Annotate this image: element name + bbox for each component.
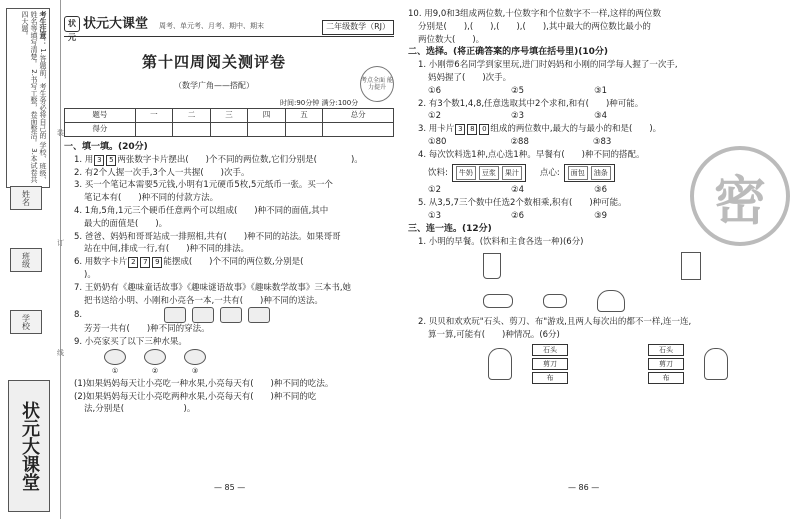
drink-milk: 牛奶 (456, 166, 476, 181)
page-header (64, 14, 394, 42)
snack-label: 点心: (539, 167, 560, 178)
rps-right-column (648, 344, 684, 384)
question-9: 9. 小亮家买了以下三种水果。 (74, 337, 187, 348)
match-question-2-cont: 算一算,可能有( )种情况。(6分) (428, 330, 560, 341)
digit-card: 5 (106, 155, 116, 166)
score-cell[interactable] (323, 122, 394, 136)
option[interactable]: ③83 (592, 136, 612, 147)
shirt-icon (192, 307, 214, 323)
choice-options (408, 85, 792, 98)
juice-cup-icon[interactable] (483, 253, 501, 279)
rps-scissors[interactable]: 剪刀 (532, 358, 568, 370)
question-9-part-1: (1)如果妈妈每天让小亮吃一种水果,小亮每天有( )种不同的吃法。 (74, 378, 334, 389)
score-cell[interactable] (285, 122, 323, 136)
exam-notice (6, 8, 50, 188)
option[interactable]: ①3 (428, 210, 442, 221)
class-field[interactable] (10, 248, 42, 272)
option[interactable]: ①2 (428, 185, 442, 196)
drink-options (452, 164, 526, 183)
question-8 (64, 307, 394, 323)
digit-card: 3 (94, 155, 104, 166)
question-8-text: 芳芳一共有( )种不同的穿法。 (84, 324, 210, 335)
drink-juice: 果汁 (502, 166, 522, 181)
secret-stamp-icon: 密 (690, 146, 790, 246)
notice-line: 2.书写工整，卷面整洁。 (30, 69, 38, 146)
fruit-label: ① (111, 366, 119, 375)
score-table-header-row (65, 109, 394, 123)
rps-rock[interactable]: 石头 (648, 344, 684, 356)
cut-mark: 线 (57, 349, 64, 357)
notice-title: 考生注意： (39, 11, 47, 46)
time-and-score-info: 时间:90分钟 满分:100分 (280, 99, 359, 107)
buns-icon[interactable] (543, 294, 567, 308)
option[interactable]: ②5 (511, 85, 525, 96)
hamburger-icon[interactable] (597, 290, 625, 312)
brand-name: 状元大课堂 (83, 16, 149, 32)
choice-options (408, 110, 792, 123)
rps-scissors[interactable]: 剪刀 (648, 358, 684, 370)
clothes-images (164, 307, 270, 323)
logo-mark-icon: 状元 (64, 16, 80, 32)
option[interactable]: ②4 (511, 185, 525, 196)
page-85 (64, 0, 394, 519)
score-header-cell: 题号 (65, 109, 136, 123)
section-title: 三、连一连。(12分) (408, 223, 492, 234)
rps-game (488, 344, 792, 384)
digit-card: 3 (455, 124, 465, 135)
q1-prefix: 1. 用 (74, 154, 94, 165)
c3-prefix: 3. 用卡片 (418, 124, 455, 135)
digit-card: 0 (479, 124, 489, 135)
spine-brand-logo (8, 380, 50, 512)
question-4-cont: 最大的面值是( )。 (84, 218, 168, 229)
page-number: — 85 — (214, 483, 246, 492)
breakfast-foods-row (483, 290, 792, 312)
school-field-label: 学校 (21, 314, 31, 330)
question-6 (64, 256, 394, 269)
rps-paper[interactable]: 布 (532, 372, 568, 384)
page-86 (408, 0, 792, 519)
option[interactable]: ③4 (594, 111, 608, 122)
q8-number: 8. (74, 309, 83, 320)
rps-left-column (532, 344, 568, 384)
fruit-watermelon (184, 349, 206, 378)
digit-card: 9 (152, 257, 162, 268)
snack-options (564, 164, 615, 183)
score-table-row (65, 122, 394, 136)
girl-icon (488, 348, 512, 380)
question-2: 2. 有2个人握一次手,3个人一共握( )次手。 (74, 167, 250, 178)
breakfast-drinks-row (483, 252, 792, 280)
option[interactable]: ②3 (511, 111, 525, 122)
digit-card: 7 (140, 257, 150, 268)
notice-line: 1.答题前，考生务必将自己的 (39, 48, 47, 139)
section-fill-in (64, 141, 394, 416)
name-field-label: 姓名 (21, 190, 31, 206)
snack-youtiao: 油条 (591, 166, 611, 181)
question-3-cont: 笔记本有( )种不同的付款方法。 (84, 193, 219, 204)
question-10-cont: 分别是( ),( ),( ),( ),其中最大的两位数比最小的 (418, 21, 651, 32)
option[interactable]: ①80 (428, 136, 447, 147)
rps-paper[interactable]: 布 (648, 372, 684, 384)
match-question-2: 2. 贝贝和欢欢玩"石头、剪刀、布"游戏,且两人每次出的都不一样,连一连, (418, 317, 692, 328)
rps-rock[interactable]: 石头 (532, 344, 568, 356)
fruit-label: ③ (191, 366, 199, 375)
score-table (64, 108, 394, 137)
question-3: 3. 买一个笔记本需要5元钱,小明有1元硬币5枚,5元纸币一张。买一个 (74, 180, 333, 191)
q1-text: 两张数字卡片摆出( )个不同的两位数,它们分别是( )。 (117, 154, 363, 165)
score-header-cell: 二 (173, 109, 211, 123)
drink-label: 饮料: (428, 167, 448, 178)
fruit-images (64, 349, 394, 378)
brand-tagline: 周考、单元考、月考、期中、期末 (159, 22, 264, 30)
snack-bread: 面包 (568, 166, 588, 181)
spine-brand-text: 状元大课堂 (19, 401, 40, 491)
question-9-part-2-cont: 法,分别是( )。 (84, 404, 196, 415)
cut-mark: 订 (57, 239, 64, 247)
brand-logo (64, 16, 149, 42)
fruit-apple (144, 349, 166, 378)
score-header-cell: 总分 (323, 109, 394, 123)
option[interactable]: ①2 (428, 111, 442, 122)
peach-icon (104, 349, 126, 365)
score-cell[interactable] (248, 122, 286, 136)
apple-icon (144, 349, 166, 365)
school-field[interactable] (10, 310, 42, 334)
option[interactable]: ①6 (428, 85, 442, 96)
pants-icon (220, 307, 242, 323)
question-10: 10. 用9,0和3组成两位数,十位数字和个位数字不一样,这样的两位数 (408, 9, 662, 19)
match-question-1: 1. 小明的早餐。(饮料和主食各选一种)(6分) (418, 236, 584, 247)
choice-question-3 (408, 123, 792, 136)
drink-soymilk: 豆浆 (479, 166, 499, 181)
choice-question-1-cont: 妈妈握了( )次手。 (428, 72, 512, 83)
score-header-cell: 四 (248, 109, 286, 123)
test-title: 第十四周阅关测评卷 (141, 53, 286, 71)
choice-question-2: 2. 有3个数1,4,8,任意选取其中2个求和,和有( )种可能。 (418, 98, 644, 109)
skirt-icon (248, 307, 270, 323)
q6-text: 能摆成( )个不同的两位数,分别是( (163, 257, 304, 268)
choice-question-4: 4. 每次饮料选1种,点心选1种。早餐有( )种不同的搭配。 (418, 149, 645, 160)
digit-card: 8 (467, 124, 477, 135)
binding-spine (0, 0, 64, 519)
score-header-cell: 一 (135, 109, 173, 123)
choice-question-1: 1. 小刚带6名同学到家里玩,进门时妈妈和小刚的同学每人握了一次手, (418, 60, 678, 71)
watermelon-icon (184, 349, 206, 365)
question-9-part-2: (2)如果妈妈每天让小亮吃两种水果,小亮每天有( )种不同的吃 (74, 391, 317, 402)
score-header-cell: 五 (285, 109, 323, 123)
section-title: 二、选择。(将正确答案的序号填在括号里)(10分) (408, 47, 608, 58)
page-number: — 86 — (568, 483, 600, 492)
question-7-cont: 把书送给小明、小刚和小亮各一本,一共有( )种不同的送法。 (84, 295, 323, 306)
c3-text: 组成的两位数中,最大的与最小的和是( )。 (490, 124, 662, 135)
question-5: 5. 爸爸、妈妈和哥哥站成一排照相,共有( )种不同的站法。如果哥哥 (74, 231, 341, 242)
option[interactable]: ③1 (594, 85, 608, 96)
grade-badge: 二年级数学（RJ） (322, 20, 394, 35)
fruit-label: ② (151, 366, 159, 375)
class-field-label: 班级 (21, 252, 31, 268)
score-cell[interactable] (135, 122, 173, 136)
option[interactable]: ②88 (510, 136, 529, 147)
test-subtitle: （数学广角——搭配） (174, 81, 254, 90)
mascot-icon: 考点全面 能力提升 (360, 66, 394, 102)
option[interactable]: ②6 (511, 210, 525, 221)
choice-question-5: 5. 从3,5,7三个数中任选2个数相乘,积有( )种可能。 (418, 198, 627, 209)
fruit-peach (104, 349, 126, 378)
score-cell[interactable] (173, 122, 211, 136)
digit-card: 2 (128, 257, 138, 268)
shirt-icon (164, 307, 186, 323)
question-7: 7. 王奶奶有《趣味童话故事》《趣味谜语故事》《趣味数学故事》三本书,她 (74, 282, 352, 293)
youtiao-icon[interactable] (483, 294, 513, 308)
boy-icon (704, 348, 728, 380)
section-title: 一、填一填。(20分) (64, 142, 148, 152)
notice-line: 3.本试卷共四大题。 (21, 11, 38, 183)
cut-mark: 装 (57, 129, 64, 137)
score-cell[interactable] (210, 122, 248, 136)
milk-carton-icon[interactable] (681, 252, 701, 280)
score-header-cell: 三 (210, 109, 248, 123)
score-row-label: 得分 (65, 122, 136, 136)
name-field[interactable] (10, 186, 42, 210)
q6-prefix: 6. 用数字卡片 (74, 257, 128, 268)
option[interactable]: ③9 (594, 210, 608, 221)
option[interactable]: ③6 (594, 185, 608, 196)
question-10-cont: 两位数大( )。 (418, 34, 485, 45)
question-5-cont: 站在中间,排成一行,有( )种不同的排法。 (84, 244, 250, 255)
question-4: 4. 1角,5角,1元三个硬币任意两个可以组成( )种不同的面值,其中 (74, 205, 329, 216)
notice-line: 学校、班级、姓名等填写清楚。 (30, 11, 47, 184)
question-1 (64, 154, 394, 167)
question-6-cont: )。 (84, 269, 96, 280)
